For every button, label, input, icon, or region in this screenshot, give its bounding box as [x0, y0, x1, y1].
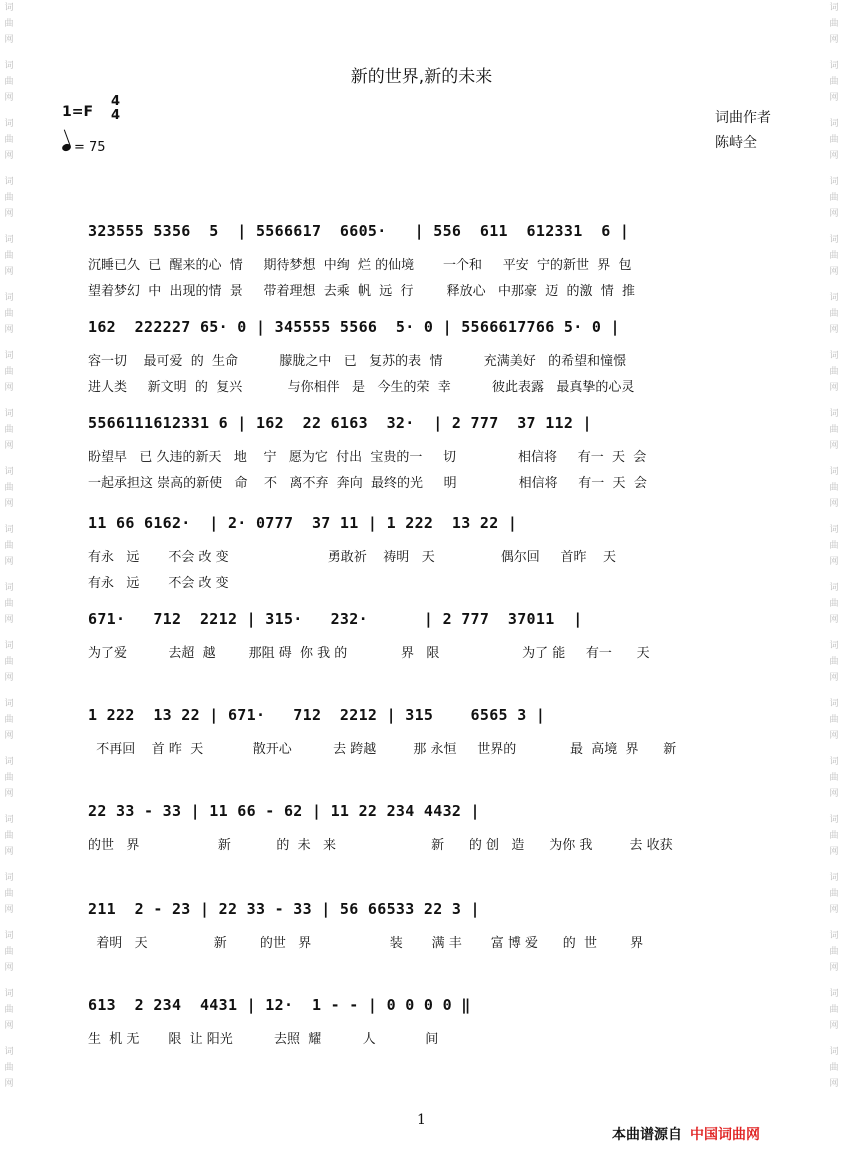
watermark-char: 曲 — [829, 599, 839, 609]
watermark-char: 词 — [829, 873, 839, 883]
watermark-char: 词 — [829, 583, 839, 593]
watermark-char: 曲 — [4, 599, 14, 609]
watermark-char: 曲 — [4, 1005, 14, 1015]
watermark-char: 网 — [829, 673, 839, 683]
watermark-char: 词 — [829, 641, 839, 651]
lyrics-verse-2: 一起承担这 崇高的新使 命 不 离不弃 奔向 最终的光 明 相信将 有一 天 会 — [88, 476, 647, 491]
watermark-char: 曲 — [4, 425, 14, 435]
watermark-char: 曲 — [4, 657, 14, 667]
watermark-char: 曲 — [4, 135, 14, 145]
watermark-char: 网 — [4, 325, 14, 335]
watermark-char: 曲 — [4, 1063, 14, 1073]
watermark-char: 词 — [4, 525, 14, 535]
meter-bottom: 4 — [111, 108, 121, 123]
watermark-char: 网 — [829, 267, 839, 277]
meter-top: 4 — [111, 94, 121, 109]
watermark-char: 词 — [4, 61, 14, 71]
watermark-char: 曲 — [4, 77, 14, 87]
source-credit — [612, 1124, 760, 1144]
watermark-char: 词 — [4, 467, 14, 477]
melody-line: 211 2 - 23 | 22 33 - 33 | 56 66533 22 3 | — [88, 900, 480, 918]
watermark-char: 曲 — [4, 831, 14, 841]
watermark-char: 词 — [829, 351, 839, 361]
source-site: 中国词曲网 — [690, 1127, 760, 1143]
watermark-char: 曲 — [829, 889, 839, 899]
watermark-char: 词 — [4, 699, 14, 709]
watermark-char: 词 — [4, 815, 14, 825]
melody-line: 1 222 13 22 | 671· 712 2212 | 315 6565 3 | — [88, 706, 546, 724]
watermark-char: 曲 — [4, 19, 14, 29]
watermark-char: 曲 — [829, 135, 839, 145]
lyrics-verse-1: 沉睡已久 已 醒来的心 情 期待梦想 中绚 烂 的仙境 一个和 平安 宁的新世 界 包 — [88, 258, 632, 273]
watermark-char: 词 — [4, 235, 14, 245]
watermark-char: 曲 — [829, 947, 839, 957]
watermark-char: 曲 — [829, 831, 839, 841]
lyrics-verse-2: 望着梦幻 中 出现的情 景 带着理想 去乘 帆 远 行 释放心 中那豪 迈 的激 情 推 — [88, 284, 636, 299]
watermark-char: 曲 — [829, 251, 839, 261]
lyrics-verse-1: 为了爱 去超 越 那阻 碍 你 我 的 界 限 为了 能 有一 天 — [88, 646, 650, 661]
lyrics-verse-2: 进人类 新文明 的 复兴 与你相伴 是 今生的荣 幸 彼此表露 最真挚的心灵 — [88, 380, 635, 395]
watermark-char: 网 — [4, 905, 14, 915]
watermark-char: 网 — [829, 441, 839, 451]
watermark-char: 网 — [829, 847, 839, 857]
watermark-char: 词 — [4, 757, 14, 767]
watermark-char: 词 — [829, 61, 839, 71]
watermark-char: 曲 — [829, 309, 839, 319]
watermark-char: 网 — [829, 557, 839, 567]
watermark-char: 网 — [4, 383, 14, 393]
watermark-char: 曲 — [829, 19, 839, 29]
watermark-char: 词 — [829, 757, 839, 767]
watermark-char: 曲 — [829, 193, 839, 203]
watermark-char: 词 — [4, 931, 14, 941]
watermark-char: 网 — [4, 731, 14, 741]
watermark-char: 网 — [829, 35, 839, 45]
watermark-char: 词 — [4, 351, 14, 361]
song-title: 新的世界,新的未来 — [350, 67, 493, 87]
watermark-char: 词 — [4, 583, 14, 593]
watermark-char: 曲 — [829, 657, 839, 667]
watermark-char: 曲 — [4, 483, 14, 493]
watermark-char: 网 — [829, 1079, 839, 1089]
watermark-char: 词 — [829, 699, 839, 709]
watermark-char: 曲 — [4, 193, 14, 203]
watermark-char: 词 — [4, 293, 14, 303]
tempo-value: = 75 — [74, 140, 106, 155]
quarter-note-icon — [61, 143, 72, 153]
watermark-char: 曲 — [829, 773, 839, 783]
page-number: 1 — [417, 1112, 426, 1128]
watermark-char: 词 — [4, 641, 14, 651]
watermark-left — [2, 0, 16, 1172]
watermark-char: 网 — [4, 557, 14, 567]
melody-line: 323555 5356 5 | 5566617 6605· | 556 611 612331 6 | — [88, 222, 630, 240]
melody-line: 613 2 234 4431 | 12· 1 - - | 0 0 0 0 ‖ — [88, 996, 471, 1014]
watermark-char: 网 — [829, 325, 839, 335]
watermark-char: 词 — [829, 235, 839, 245]
watermark-char: 曲 — [4, 773, 14, 783]
lyrics-verse-1: 有永 远 不会 改 变 勇敢祈 祷明 天 偶尔回 首昨 天 — [88, 550, 616, 565]
melody-line: 162 222227 65· 0 | 345555 5566 5· 0 | 5566617766 5· 0 | — [88, 318, 620, 336]
time-signature — [111, 95, 120, 123]
watermark-char: 词 — [4, 989, 14, 999]
watermark-char: 网 — [4, 673, 14, 683]
watermark-char: 网 — [4, 963, 14, 973]
source-label: 本曲谱源自 — [612, 1127, 682, 1143]
melody-line: 22 33 - 33 | 11 66 - 62 | 11 22 234 4432 | — [88, 802, 480, 820]
watermark-char: 词 — [829, 293, 839, 303]
watermark-char: 词 — [829, 525, 839, 535]
watermark-char: 网 — [829, 731, 839, 741]
watermark-char: 曲 — [829, 77, 839, 87]
watermark-char: 网 — [4, 267, 14, 277]
watermark-char: 曲 — [4, 541, 14, 551]
watermark-char: 曲 — [4, 947, 14, 957]
lyrics-verse-1: 不再回 首 昨 天 散开心 去 跨越 那 永恒 世界的 最 高境 界 新 — [88, 742, 677, 757]
watermark-char: 曲 — [829, 367, 839, 377]
watermark-char: 曲 — [829, 483, 839, 493]
watermark-char: 词 — [4, 177, 14, 187]
watermark-char: 词 — [4, 409, 14, 419]
watermark-char: 网 — [4, 151, 14, 161]
watermark-char: 网 — [4, 1021, 14, 1031]
watermark-char: 词 — [4, 119, 14, 129]
watermark-char: 词 — [829, 409, 839, 419]
watermark-char: 曲 — [829, 425, 839, 435]
watermark-right — [827, 0, 841, 1172]
watermark-char: 网 — [829, 151, 839, 161]
watermark-char: 曲 — [4, 309, 14, 319]
watermark-char: 曲 — [4, 367, 14, 377]
lyrics-verse-1: 盼望早 已 久违的新天 地 宁 愿为它 付出 宝贵的一 切 相信将 有一 天 会 — [88, 450, 647, 465]
credits-name: 陈峙全 — [715, 135, 757, 151]
melody-line: 11 66 6162· | 2· 0777 37 11 | 1 222 13 22 | — [88, 514, 518, 532]
watermark-char: 网 — [4, 499, 14, 509]
watermark-char: 网 — [4, 1079, 14, 1089]
watermark-char: 曲 — [4, 889, 14, 899]
watermark-char: 曲 — [829, 1063, 839, 1073]
watermark-char: 网 — [4, 441, 14, 451]
tempo-marking — [62, 140, 106, 155]
credits — [715, 106, 771, 156]
watermark-char: 网 — [829, 963, 839, 973]
watermark-char: 网 — [829, 209, 839, 219]
watermark-char: 词 — [829, 177, 839, 187]
watermark-char: 曲 — [829, 1005, 839, 1015]
lyrics-verse-1: 生 机 无 限 让 阳光 去照 耀 人 间 — [88, 1032, 439, 1047]
watermark-char: 网 — [829, 1021, 839, 1031]
watermark-char: 词 — [829, 1047, 839, 1057]
watermark-char: 词 — [4, 3, 14, 13]
watermark-char: 曲 — [4, 715, 14, 725]
watermark-char: 词 — [4, 1047, 14, 1057]
melody-line: 5566111612331 6 | 162 22 6163 32· | 2 777 37 112 | — [88, 414, 592, 432]
watermark-char: 网 — [4, 847, 14, 857]
watermark-char: 网 — [4, 615, 14, 625]
watermark-char: 曲 — [829, 541, 839, 551]
lyrics-verse-1: 着明 天 新 的世 界 装 满 丰 富 博 爱 的 世 界 — [88, 936, 644, 951]
watermark-char: 曲 — [829, 715, 839, 725]
watermark-char: 网 — [4, 209, 14, 219]
watermark-char: 网 — [829, 499, 839, 509]
key-signature: 1=F — [62, 104, 94, 120]
watermark-char: 网 — [829, 615, 839, 625]
watermark-char: 词 — [829, 931, 839, 941]
credits-label: 词曲作者 — [715, 110, 771, 126]
watermark-char: 网 — [829, 789, 839, 799]
watermark-char: 网 — [4, 35, 14, 45]
watermark-char: 词 — [829, 989, 839, 999]
watermark-char: 网 — [4, 93, 14, 103]
watermark-char: 网 — [4, 789, 14, 799]
watermark-char: 曲 — [4, 251, 14, 261]
lyrics-verse-1: 的世 界 新 的 未 来 新 的 创 造 为你 我 去 收获 — [88, 838, 673, 853]
watermark-char: 词 — [829, 119, 839, 129]
melody-line: 671· 712 2212 | 315· 232· | 2 777 37011 | — [88, 610, 583, 628]
watermark-char: 词 — [829, 3, 839, 13]
lyrics-verse-1: 容一切 最可爱 的 生命 朦胧之中 已 复苏的表 情 充满美好 的希望和憧憬 — [88, 354, 627, 369]
watermark-char: 网 — [829, 93, 839, 103]
watermark-char: 网 — [829, 905, 839, 915]
watermark-char: 网 — [829, 383, 839, 393]
lyrics-verse-2: 有永 远 不会 改 变 — [88, 576, 229, 591]
watermark-char: 词 — [4, 873, 14, 883]
watermark-char: 词 — [829, 815, 839, 825]
watermark-char: 词 — [829, 467, 839, 477]
